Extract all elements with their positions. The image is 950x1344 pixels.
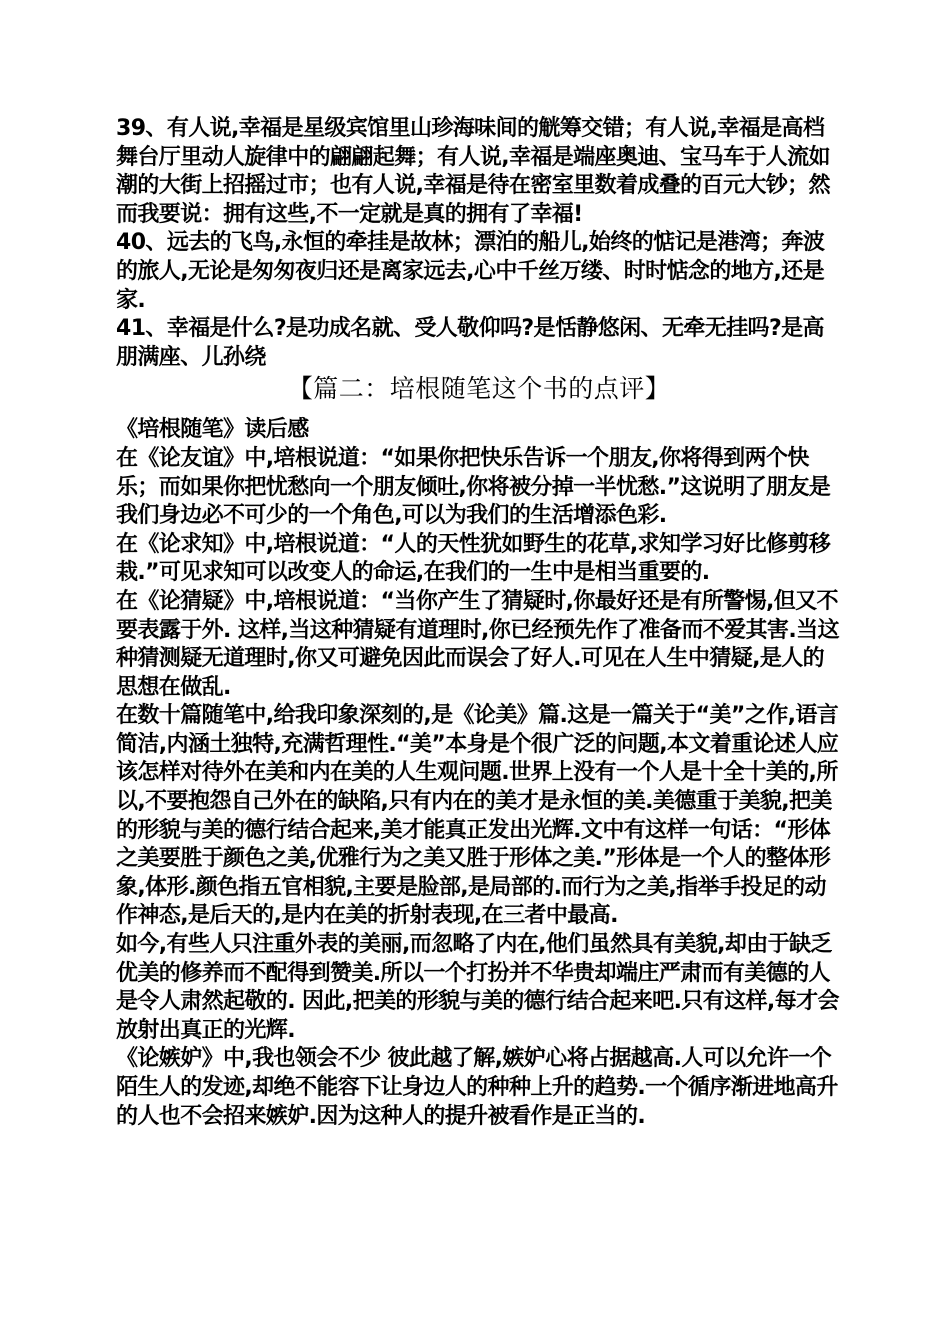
paragraph-40: 40、远去的飞鸟,永恒的牵挂是故林；漂泊的船儿,始终的惦记是港湾；奔波的旅人,无论是匆匆夜归还是离家远去,心中千丝万缕、时时惦念的地方,还是家.: [116, 230, 825, 313]
paragraph-modern-beauty: 如今,有些人只注重外表的美丽,而忽略了内在,他们虽然具有美貌,却由于缺乏优美的修养而不配得到赞美.所以一个打扮并不华贵却端庄严肃而有美德的人是令人肃然起敬的. 因此,把美的形貌与美的德行结合起来吧.只有这样,每才会放射出真正的光辉.: [116, 932, 839, 1043]
paragraph-41: 41、幸福是什么?是功成名就、受人敬仰吗?是恬静悠闲、无牵无挂吗?是高朋满座、儿孙绕: [116, 316, 824, 370]
paragraph-39: 39、有人说,幸福是星级宾馆里山珍海味间的觥筹交错；有人说,幸福是高档舞台厅里动人旋律中的翩翩起舞；有人说,幸福是端座奥迪、宝马车于人流如潮的大街上招摇过市；也有人说,幸福是待在密室里数着成叠的百元大钞；然而我要说：拥有这些,不一定就是真的拥有了幸福!: [116, 116, 830, 227]
essay-title: 《培根随笔》读后感: [116, 417, 309, 443]
document-body: [116, 115, 842, 1131]
paragraph-on-suspicion: 在《论猜疑》中,培根说道：“当你产生了猜疑时,你最好还是有所警惕,但又不要表露于外. 这样,当这种猜疑有道理时,你已经预先作了准备而不爱其害.当这种猜测疑无道理时,你又可避免因此而误会了好人.可见在人生中猜疑,是人的思想在做乱.: [116, 588, 839, 700]
paragraph-on-friendship: 在《论友谊》中,培根说道：“如果你把快乐告诉一个朋友,你将得到两个快乐；而如果你把忧愁向一个朋友倾吐,你将被分掉一半忧愁.”这说明了朋友是我们身边必不可少的一个角色,可以为我们的生活增添色彩.: [116, 445, 831, 529]
paragraph-on-studies: 在《论求知》中,培根说道：“人的天性犹如野生的花草,求知学习好比修剪移栽.”可见求知可以改变人的命运,在我们的一生中是相当重要的.: [116, 531, 831, 586]
section-heading: 【篇二：培根随笔这个书的点评】: [287, 374, 671, 404]
paragraph-on-beauty: 在数十篇随笔中,给我印象深刻的,是《论美》篇.这是一篇关于“美”之作,语言简洁,内涵土独特,充满哲理性.“美”本身是个很广泛的问题,本文着重论述人应该怎样对待外在美和内在美的人生观问题.世界上没有一个人是十全十美的,所以,不要抱怨自己外在的缺陷,只有内在的美才是永恒的美.美德重于美貌,把美的形貌与美的德行结合起来,美才能真正发出光辉.文中有这样一句话：“形体之美要胜于颜色之美,优雅行为之美又胜于形体之美.”形体是一个人的整体形象,体形.颜色指五官相貌,主要是脸部,是局部的.而行为之美,指举手投足的动作神态,是后天的,是内在美的折射表现,在三者中最高.: [116, 703, 839, 929]
paragraph-on-envy: 《论嫉妒》中,我也领会不少 彼此越了解,嫉妒心将占据越高.人可以允许一个陌生人的发迹,却绝不能容下让身边人的种种上升的趋势.一个循序渐进地高升的人也不会招来嫉妒.因为这种人的提升被看作是正当的.: [116, 1046, 838, 1129]
